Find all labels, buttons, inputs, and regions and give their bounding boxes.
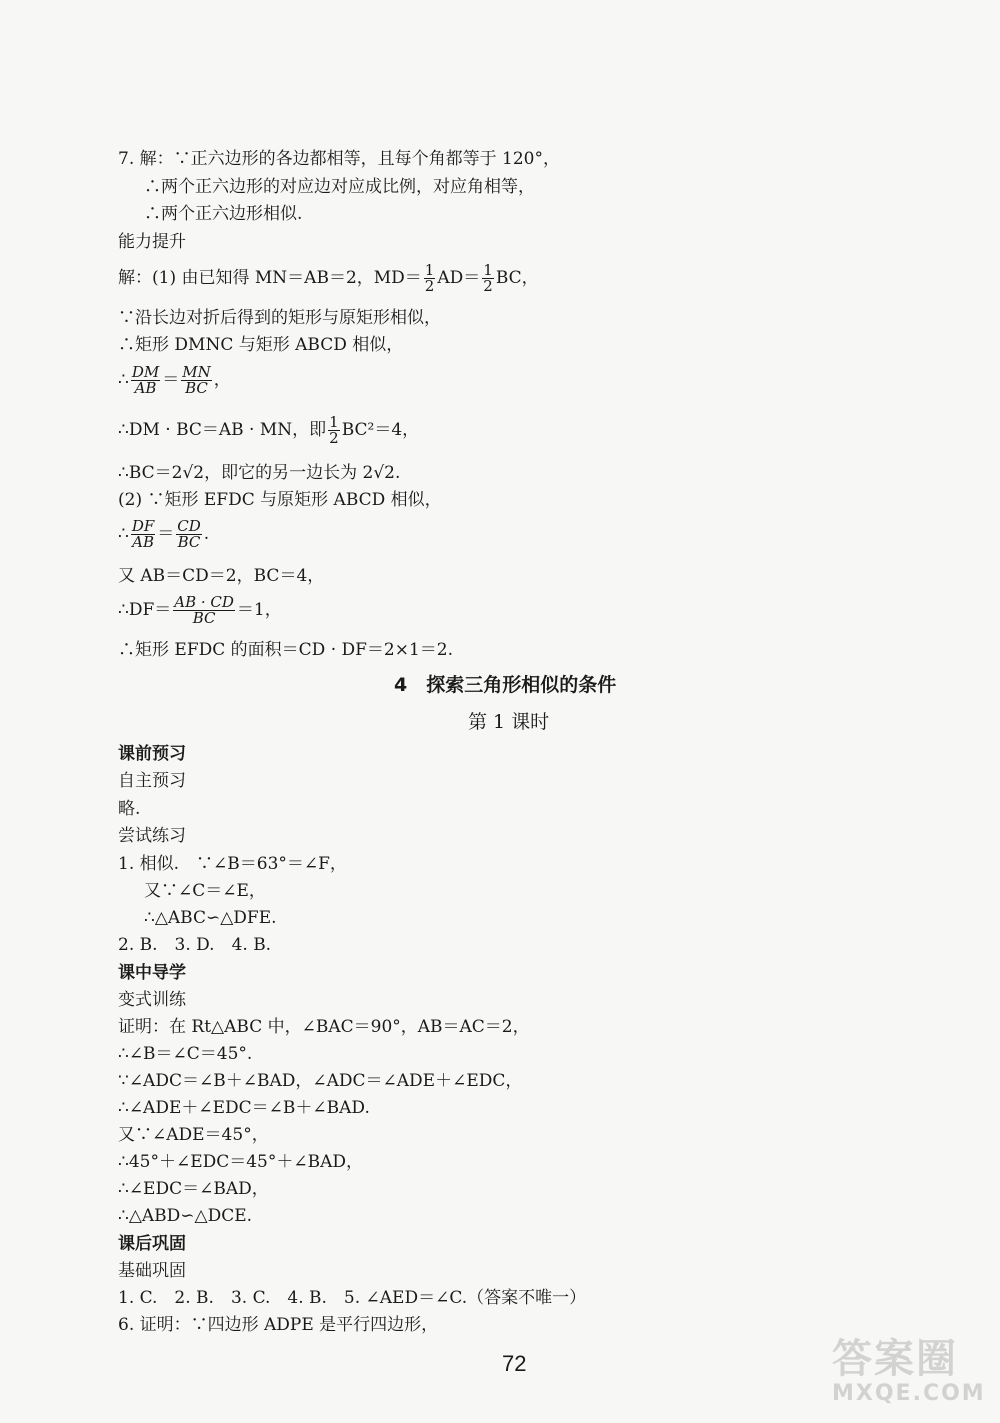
- section-title: 4 探索三角形相似的条件: [394, 674, 617, 696]
- fraction-half: $\frac{1}{2}$: [329, 413, 339, 447]
- heading-in-class: 课中导学: [118, 963, 186, 983]
- text-omitted: 略.: [118, 799, 141, 819]
- solution-line-10: ∴DF＝ $\frac{AB \cdot CD}{BC}$ ＝1，: [118, 593, 282, 627]
- answer-6-line-1: 6. 证明：∵四边形 ADPE 是平行四边形，: [118, 1315, 439, 1335]
- label-basic-consolidation: 基础巩固: [118, 1261, 186, 1281]
- proof-line-1: 证明：在 Rt△ABC 中，∠BAC＝90°，AB＝AC＝2，: [118, 1017, 530, 1037]
- fraction-cd-bc: $\frac{CD}{BC}$: [177, 517, 201, 551]
- watermark-logo: 答案圈 MXQE.COM: [832, 1336, 986, 1406]
- proof-line-5: 又∵∠ADE＝45°，: [118, 1125, 269, 1145]
- answers-2-4: 2. B. 3. D. 4. B.: [118, 935, 272, 955]
- solution-line-7: (2) ∵矩形 EFDC 与原矩形 ABCD 相似，: [118, 490, 442, 510]
- q7-line-2: ∴两个正六边形的对应边对应成比例，对应角相等，: [144, 177, 535, 197]
- fraction-df-ab: $\frac{DF}{AB}$: [131, 517, 155, 551]
- solution-line-4: ∴ $\frac{DM}{AB}$ ＝ $\frac{MN}{BC}$ ，: [118, 363, 231, 397]
- fraction-half: $\frac{1}{2}$: [424, 261, 435, 295]
- proof-line-6: ∴45°＋∠EDC＝45°＋∠BAD，: [118, 1152, 364, 1172]
- label-self-preview: 自主预习: [118, 771, 186, 791]
- heading-preview: 课前预习: [118, 744, 186, 764]
- page-number: 72: [502, 1351, 527, 1376]
- solution-line-6: ∴BC＝2√2，即它的另一边长为 2√2.: [118, 463, 401, 483]
- answer-1-line-2: 又∵∠C＝∠E，: [144, 881, 266, 901]
- proof-line-3: ∵∠ADC＝∠B＋∠BAD，∠ADC＝∠ADE＋∠EDC，: [118, 1071, 523, 1091]
- proof-line-7: ∴∠EDC＝∠BAD，: [118, 1179, 269, 1199]
- section-label-ability: 能力提升: [118, 232, 186, 252]
- answers-1-5: 1. C. 2. B. 3. C. 4. B. 5. ∠AED＝∠C.（答案不唯一）: [118, 1288, 587, 1308]
- solution-line-5: ∴DM · BC＝AB · MN，即 $\frac{1}{2}$ BC²＝4，: [118, 413, 420, 447]
- fraction-half: $\frac{1}{2}$: [483, 261, 493, 295]
- solution-line-1: 解：(1) 由已知得 MN＝AB＝2，MD＝ $\frac{1}{2}$ AD＝ $\frac{1}{2}$ BC，: [118, 261, 539, 295]
- solution-line-2: ∵沿长边对折后得到的矩形与原矩形相似，: [118, 308, 441, 328]
- proof-line-8: ∴△ABD∽△DCE.: [118, 1206, 253, 1226]
- answer-1-line-1: 1. 相似. ∵∠B＝63°＝∠F，: [118, 854, 347, 874]
- proof-line-4: ∴∠ADE＋∠EDC＝∠B＋∠BAD.: [118, 1098, 370, 1118]
- lesson-title: 第 1 课时: [468, 711, 550, 733]
- solution-line-8: ∴ $\frac{DF}{AB}$ ＝ $\frac{CD}{BC}$ .: [118, 517, 210, 551]
- solution-line-3: ∴矩形 DMNC 与矩形 ABCD 相似，: [118, 335, 404, 355]
- label-try-practice: 尝试练习: [118, 826, 186, 846]
- fraction-mn-bc: $\frac{MN}{BC}$: [182, 363, 211, 397]
- q7-line-3: ∴两个正六边形相似.: [144, 204, 303, 224]
- label-variant-training: 变式训练: [118, 990, 186, 1010]
- solution-line-11: ∴矩形 EFDC 的面积＝CD · DF＝2×1＝2.: [118, 640, 454, 660]
- fraction-dm-ab: $\frac{DM}{AB}$: [131, 363, 160, 397]
- answer-1-line-3: ∴△ABC∽△DFE.: [144, 908, 277, 928]
- q7-line-1: 7. 解：∵正六边形的各边都相等，且每个角都等于 120°，: [118, 149, 560, 169]
- fraction-abcd-bc: $\frac{AB \cdot CD}{BC}$: [174, 593, 234, 627]
- proof-line-2: ∴∠B＝∠C＝45°.: [118, 1044, 253, 1064]
- heading-after-class: 课后巩固: [118, 1234, 186, 1254]
- solution-line-9: 又 AB＝CD＝2，BC＝4，: [118, 566, 325, 586]
